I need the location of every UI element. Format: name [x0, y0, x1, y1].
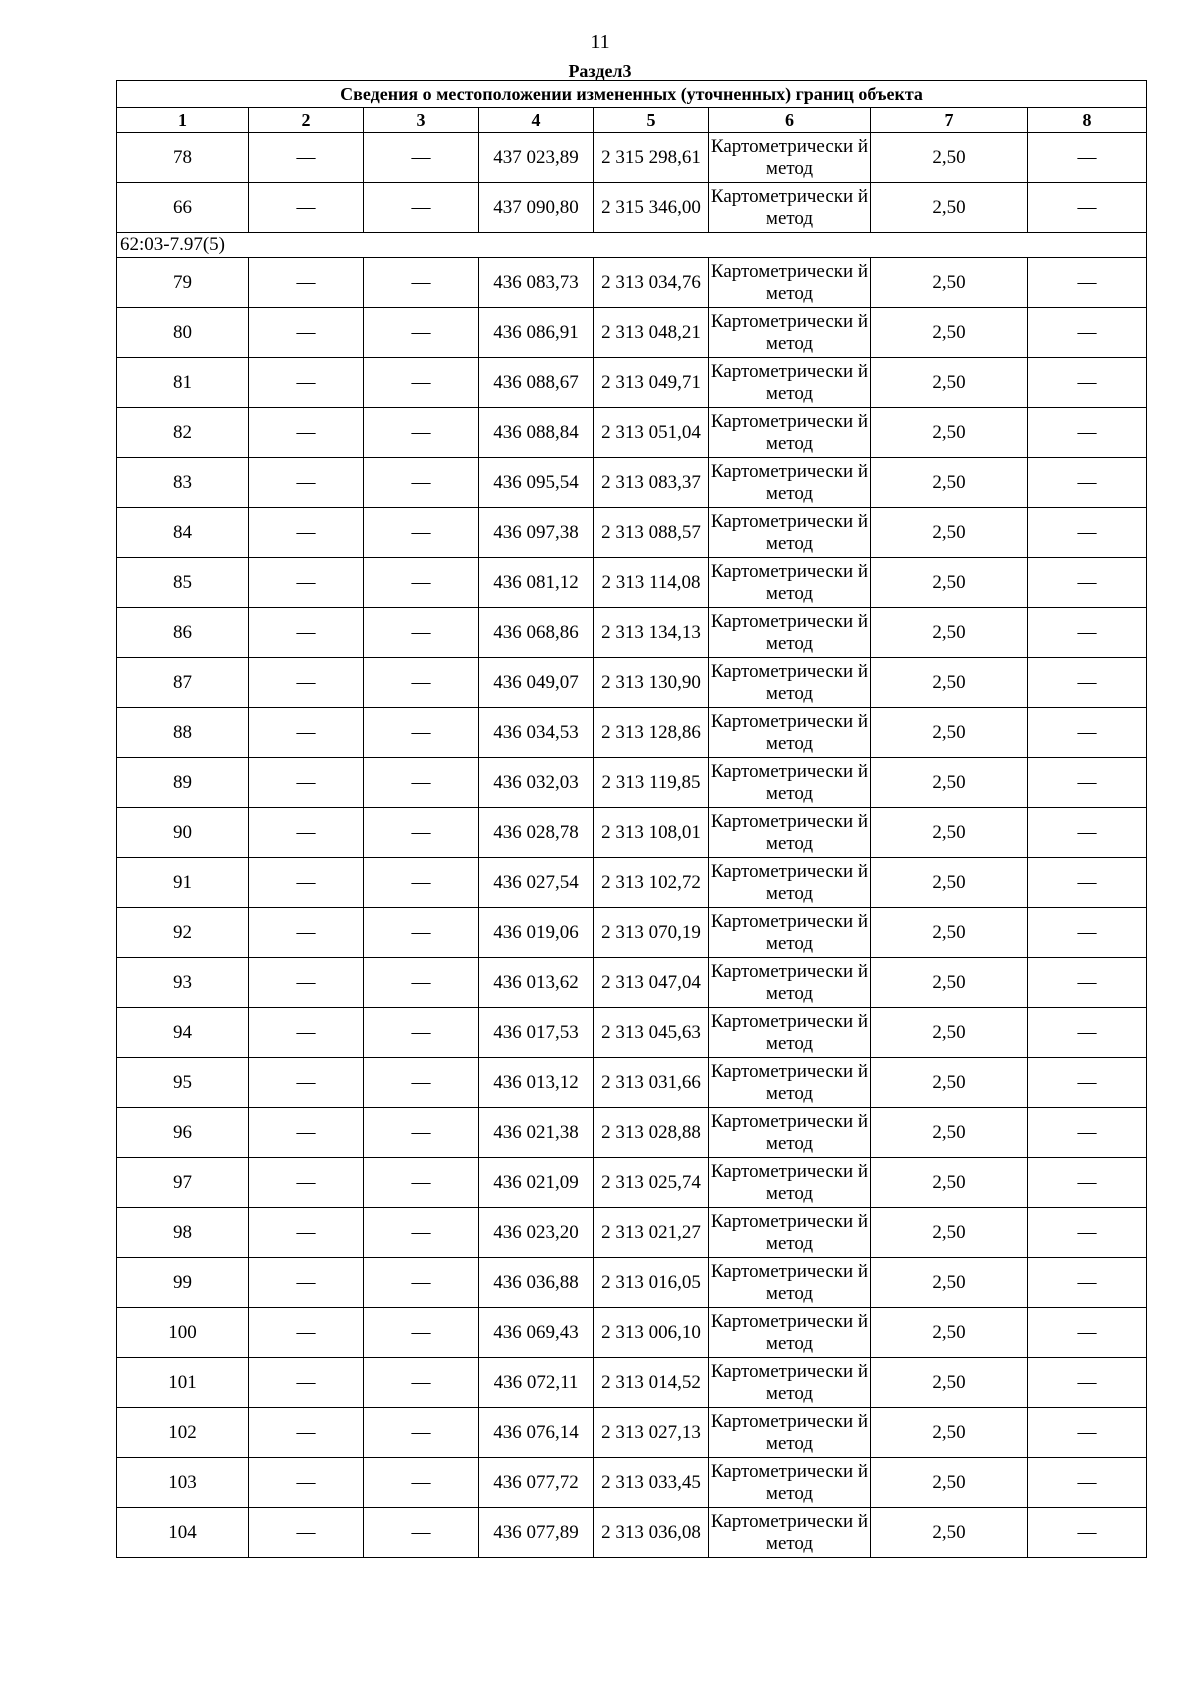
coordinate-y: 2 315 298,61 [594, 133, 709, 183]
empty-dash: — [249, 658, 364, 708]
column-number: 8 [1028, 108, 1147, 133]
empty-dash: — [249, 958, 364, 1008]
coordinate-x: 436 068,86 [479, 608, 594, 658]
empty-dash: — [1028, 1258, 1147, 1308]
point-number: 84 [117, 508, 249, 558]
coordinate-x: 436 088,67 [479, 358, 594, 408]
method-cell: Картометрически й метод [709, 558, 871, 608]
coordinate-x: 436 027,54 [479, 858, 594, 908]
coordinate-y: 2 313 025,74 [594, 1158, 709, 1208]
point-number: 98 [117, 1208, 249, 1258]
method-cell: Картометрически й метод [709, 1008, 871, 1058]
coordinate-x: 436 083,73 [479, 258, 594, 308]
empty-dash: — [364, 758, 479, 808]
table-row [117, 358, 1147, 408]
empty-dash: — [249, 808, 364, 858]
coordinate-y: 2 313 014,52 [594, 1358, 709, 1408]
empty-dash: — [1028, 258, 1147, 308]
empty-dash: — [364, 408, 479, 458]
empty-dash: — [249, 1508, 364, 1558]
point-number: 93 [117, 958, 249, 1008]
empty-dash: — [1028, 808, 1147, 858]
column-number: 5 [594, 108, 709, 133]
empty-dash: — [1028, 508, 1147, 558]
coordinate-x: 436 013,12 [479, 1058, 594, 1108]
empty-dash: — [1028, 1458, 1147, 1508]
point-number: 101 [117, 1358, 249, 1408]
accuracy-cell: 2,50 [871, 1408, 1028, 1458]
empty-dash: — [364, 708, 479, 758]
empty-dash: — [1028, 608, 1147, 658]
coordinate-x: 436 072,11 [479, 1358, 594, 1408]
empty-dash: — [364, 458, 479, 508]
table-row [117, 308, 1147, 358]
empty-dash: — [364, 1258, 479, 1308]
method-cell: Картометрически й метод [709, 183, 871, 233]
empty-dash: — [364, 1158, 479, 1208]
accuracy-cell: 2,50 [871, 558, 1028, 608]
accuracy-cell: 2,50 [871, 1358, 1028, 1408]
method-cell: Картометрически й метод [709, 308, 871, 358]
method-cell: Картометрически й метод [709, 258, 871, 308]
empty-dash: — [1028, 658, 1147, 708]
empty-dash: — [249, 308, 364, 358]
empty-dash: — [1028, 1408, 1147, 1458]
table-row [117, 1508, 1147, 1558]
boundary-table [116, 80, 1147, 1558]
point-number: 66 [117, 183, 249, 233]
accuracy-cell: 2,50 [871, 508, 1028, 558]
coordinate-y: 2 313 049,71 [594, 358, 709, 408]
empty-dash: — [1028, 183, 1147, 233]
point-number: 82 [117, 408, 249, 458]
empty-dash: — [1028, 308, 1147, 358]
coordinate-x: 436 049,07 [479, 658, 594, 708]
empty-dash: — [1028, 1508, 1147, 1558]
coordinate-y: 2 313 102,72 [594, 858, 709, 908]
empty-dash: — [249, 1108, 364, 1158]
empty-dash: — [249, 1158, 364, 1208]
point-number: 79 [117, 258, 249, 308]
empty-dash: — [249, 1208, 364, 1258]
table-row [117, 1458, 1147, 1508]
coordinate-y: 2 313 028,88 [594, 1108, 709, 1158]
point-number: 90 [117, 808, 249, 858]
method-cell: Картометрически й метод [709, 508, 871, 558]
table-row [117, 608, 1147, 658]
empty-dash: — [364, 1408, 479, 1458]
empty-dash: — [1028, 858, 1147, 908]
empty-dash: — [249, 908, 364, 958]
table-row [117, 558, 1147, 608]
empty-dash: — [249, 708, 364, 758]
group-label-row [117, 233, 1147, 258]
coordinate-x: 436 023,20 [479, 1208, 594, 1258]
point-number: 88 [117, 708, 249, 758]
table-row [117, 458, 1147, 508]
point-number: 95 [117, 1058, 249, 1108]
point-number: 97 [117, 1158, 249, 1208]
accuracy-cell: 2,50 [871, 308, 1028, 358]
table-row [117, 508, 1147, 558]
empty-dash: — [364, 1008, 479, 1058]
empty-dash: — [1028, 1208, 1147, 1258]
table-row [117, 658, 1147, 708]
accuracy-cell: 2,50 [871, 658, 1028, 708]
point-number: 92 [117, 908, 249, 958]
coordinate-y: 2 313 027,13 [594, 1408, 709, 1458]
coordinate-y: 2 313 006,10 [594, 1308, 709, 1358]
accuracy-cell: 2,50 [871, 758, 1028, 808]
empty-dash: — [364, 958, 479, 1008]
accuracy-cell: 2,50 [871, 1058, 1028, 1108]
empty-dash: — [364, 1458, 479, 1508]
empty-dash: — [364, 858, 479, 908]
empty-dash: — [249, 408, 364, 458]
empty-dash: — [249, 1008, 364, 1058]
page-number: 11 [590, 31, 610, 53]
table-caption: Сведения о местоположении измененных (уточненных) границ объекта [117, 81, 1147, 108]
method-cell: Картометрически й метод [709, 608, 871, 658]
accuracy-cell: 2,50 [871, 808, 1028, 858]
empty-dash: — [249, 558, 364, 608]
method-cell: Картометрически й метод [709, 1408, 871, 1458]
empty-dash: — [249, 1408, 364, 1458]
accuracy-cell: 2,50 [871, 358, 1028, 408]
empty-dash: — [1028, 758, 1147, 808]
method-cell: Картометрически й метод [709, 1508, 871, 1558]
method-cell: Картометрически й метод [709, 133, 871, 183]
table-row [117, 1058, 1147, 1108]
empty-dash: — [249, 508, 364, 558]
point-number: 86 [117, 608, 249, 658]
method-cell: Картометрически й метод [709, 958, 871, 1008]
column-number: 1 [117, 108, 249, 133]
column-number: 4 [479, 108, 594, 133]
empty-dash: — [249, 183, 364, 233]
coordinate-x: 436 019,06 [479, 908, 594, 958]
coordinate-x: 436 097,38 [479, 508, 594, 558]
coordinate-x: 436 013,62 [479, 958, 594, 1008]
coordinate-x: 436 076,14 [479, 1408, 594, 1458]
coordinate-y: 2 313 036,08 [594, 1508, 709, 1558]
empty-dash: — [1028, 1308, 1147, 1358]
column-number: 3 [364, 108, 479, 133]
empty-dash: — [249, 608, 364, 658]
coordinate-x: 436 028,78 [479, 808, 594, 858]
accuracy-cell: 2,50 [871, 1258, 1028, 1308]
method-cell: Картометрически й метод [709, 1208, 871, 1258]
table-row [117, 183, 1147, 233]
empty-dash: — [249, 258, 364, 308]
coordinate-x: 436 081,12 [479, 558, 594, 608]
empty-dash: — [364, 133, 479, 183]
empty-dash: — [249, 458, 364, 508]
point-number: 80 [117, 308, 249, 358]
table-row [117, 1158, 1147, 1208]
empty-dash: — [249, 1458, 364, 1508]
method-cell: Картометрически й метод [709, 908, 871, 958]
coordinate-x: 436 036,88 [479, 1258, 594, 1308]
empty-dash: — [364, 1358, 479, 1408]
method-cell: Картометрически й метод [709, 1158, 871, 1208]
accuracy-cell: 2,50 [871, 458, 1028, 508]
empty-dash: — [1028, 358, 1147, 408]
empty-dash: — [1028, 408, 1147, 458]
empty-dash: — [364, 908, 479, 958]
method-cell: Картометрически й метод [709, 708, 871, 758]
empty-dash: — [249, 358, 364, 408]
coordinate-y: 2 313 128,86 [594, 708, 709, 758]
method-cell: Картометрически й метод [709, 1058, 871, 1108]
empty-dash: — [1028, 458, 1147, 508]
method-cell: Картометрически й метод [709, 758, 871, 808]
method-cell: Картометрически й метод [709, 858, 871, 908]
table-row [117, 758, 1147, 808]
coordinate-x: 436 086,91 [479, 308, 594, 358]
empty-dash: — [249, 758, 364, 808]
table-caption-row [117, 81, 1147, 108]
empty-dash: — [1028, 1008, 1147, 1058]
empty-dash: — [1028, 908, 1147, 958]
coordinate-x: 436 095,54 [479, 458, 594, 508]
method-cell: Картометрически й метод [709, 1358, 871, 1408]
accuracy-cell: 2,50 [871, 1108, 1028, 1158]
accuracy-cell: 2,50 [871, 1458, 1028, 1508]
coordinate-y: 2 313 119,85 [594, 758, 709, 808]
empty-dash: — [364, 1508, 479, 1558]
point-number: 104 [117, 1508, 249, 1558]
coordinate-x: 437 023,89 [479, 133, 594, 183]
coordinate-y: 2 313 045,63 [594, 1008, 709, 1058]
table-row [117, 258, 1147, 308]
coordinate-y: 2 313 048,21 [594, 308, 709, 358]
empty-dash: — [1028, 1158, 1147, 1208]
point-number: 103 [117, 1458, 249, 1508]
table-row [117, 1208, 1147, 1258]
empty-dash: — [364, 1208, 479, 1258]
accuracy-cell: 2,50 [871, 1308, 1028, 1358]
method-cell: Картометрически й метод [709, 658, 871, 708]
table-row [117, 808, 1147, 858]
empty-dash: — [1028, 1358, 1147, 1408]
empty-dash: — [364, 1108, 479, 1158]
empty-dash: — [364, 258, 479, 308]
method-cell: Картометрически й метод [709, 458, 871, 508]
accuracy-cell: 2,50 [871, 1158, 1028, 1208]
table-row [117, 858, 1147, 908]
point-number: 89 [117, 758, 249, 808]
point-number: 83 [117, 458, 249, 508]
coordinate-x: 436 034,53 [479, 708, 594, 758]
empty-dash: — [364, 558, 479, 608]
accuracy-cell: 2,50 [871, 1008, 1028, 1058]
empty-dash: — [364, 308, 479, 358]
table-row [117, 1358, 1147, 1408]
coordinate-y: 2 313 134,13 [594, 608, 709, 658]
column-number-row [117, 108, 1147, 133]
column-number: 2 [249, 108, 364, 133]
accuracy-cell: 2,50 [871, 1508, 1028, 1558]
coordinate-y: 2 313 031,66 [594, 1058, 709, 1108]
empty-dash: — [249, 1258, 364, 1308]
point-number: 78 [117, 133, 249, 183]
method-cell: Картометрически й метод [709, 1308, 871, 1358]
table-row [117, 908, 1147, 958]
point-number: 100 [117, 1308, 249, 1358]
method-cell: Картометрически й метод [709, 1258, 871, 1308]
table-row [117, 1008, 1147, 1058]
empty-dash: — [1028, 558, 1147, 608]
coordinate-x: 436 077,72 [479, 1458, 594, 1508]
empty-dash: — [364, 1308, 479, 1358]
coordinate-x: 436 088,84 [479, 408, 594, 458]
method-cell: Картометрически й метод [709, 1108, 871, 1158]
accuracy-cell: 2,50 [871, 183, 1028, 233]
coordinate-x: 436 021,38 [479, 1108, 594, 1158]
table-row [117, 958, 1147, 1008]
group-label: 62:03-7.97(5) [117, 233, 1147, 258]
empty-dash: — [364, 658, 479, 708]
point-number: 99 [117, 1258, 249, 1308]
accuracy-cell: 2,50 [871, 858, 1028, 908]
column-number: 7 [871, 108, 1028, 133]
coordinate-y: 2 313 130,90 [594, 658, 709, 708]
accuracy-cell: 2,50 [871, 408, 1028, 458]
point-number: 87 [117, 658, 249, 708]
coordinate-x: 436 017,53 [479, 1008, 594, 1058]
coordinate-y: 2 313 108,01 [594, 808, 709, 858]
point-number: 81 [117, 358, 249, 408]
coordinate-y: 2 313 114,08 [594, 558, 709, 608]
coordinate-y: 2 315 346,00 [594, 183, 709, 233]
point-number: 85 [117, 558, 249, 608]
accuracy-cell: 2,50 [871, 708, 1028, 758]
coordinate-y: 2 313 034,76 [594, 258, 709, 308]
accuracy-cell: 2,50 [871, 258, 1028, 308]
empty-dash: — [364, 358, 479, 408]
coordinate-x: 436 021,09 [479, 1158, 594, 1208]
table-row [117, 1258, 1147, 1308]
coordinate-y: 2 313 047,04 [594, 958, 709, 1008]
coordinate-x: 436 032,03 [479, 758, 594, 808]
method-cell: Картометрически й метод [709, 408, 871, 458]
empty-dash: — [1028, 133, 1147, 183]
table-row [117, 133, 1147, 183]
empty-dash: — [249, 133, 364, 183]
point-number: 94 [117, 1008, 249, 1058]
coordinate-y: 2 313 051,04 [594, 408, 709, 458]
table-row [117, 1308, 1147, 1358]
coordinate-y: 2 313 033,45 [594, 1458, 709, 1508]
table-row [117, 408, 1147, 458]
method-cell: Картометрически й метод [709, 1458, 871, 1508]
accuracy-cell: 2,50 [871, 958, 1028, 1008]
coordinate-y: 2 313 083,37 [594, 458, 709, 508]
empty-dash: — [249, 1358, 364, 1408]
empty-dash: — [1028, 958, 1147, 1008]
accuracy-cell: 2,50 [871, 1208, 1028, 1258]
table-row [117, 1108, 1147, 1158]
coordinate-y: 2 313 088,57 [594, 508, 709, 558]
column-number: 6 [709, 108, 871, 133]
accuracy-cell: 2,50 [871, 133, 1028, 183]
empty-dash: — [249, 1058, 364, 1108]
coordinate-x: 437 090,80 [479, 183, 594, 233]
empty-dash: — [364, 1058, 479, 1108]
coordinate-y: 2 313 021,27 [594, 1208, 709, 1258]
empty-dash: — [364, 608, 479, 658]
accuracy-cell: 2,50 [871, 608, 1028, 658]
coordinate-y: 2 313 070,19 [594, 908, 709, 958]
method-cell: Картометрически й метод [709, 358, 871, 408]
empty-dash: — [364, 808, 479, 858]
coordinate-x: 436 077,89 [479, 1508, 594, 1558]
coordinate-x: 436 069,43 [479, 1308, 594, 1358]
coordinate-y: 2 313 016,05 [594, 1258, 709, 1308]
empty-dash: — [249, 1308, 364, 1358]
point-number: 96 [117, 1108, 249, 1158]
section-title: Раздел3 [568, 61, 632, 81]
point-number: 91 [117, 858, 249, 908]
method-cell: Картометрически й метод [709, 808, 871, 858]
accuracy-cell: 2,50 [871, 908, 1028, 958]
empty-dash: — [1028, 708, 1147, 758]
point-number: 102 [117, 1408, 249, 1458]
empty-dash: — [1028, 1058, 1147, 1108]
empty-dash: — [1028, 1108, 1147, 1158]
table-row [117, 708, 1147, 758]
empty-dash: — [364, 183, 479, 233]
empty-dash: — [249, 858, 364, 908]
table-row [117, 1408, 1147, 1458]
empty-dash: — [364, 508, 479, 558]
